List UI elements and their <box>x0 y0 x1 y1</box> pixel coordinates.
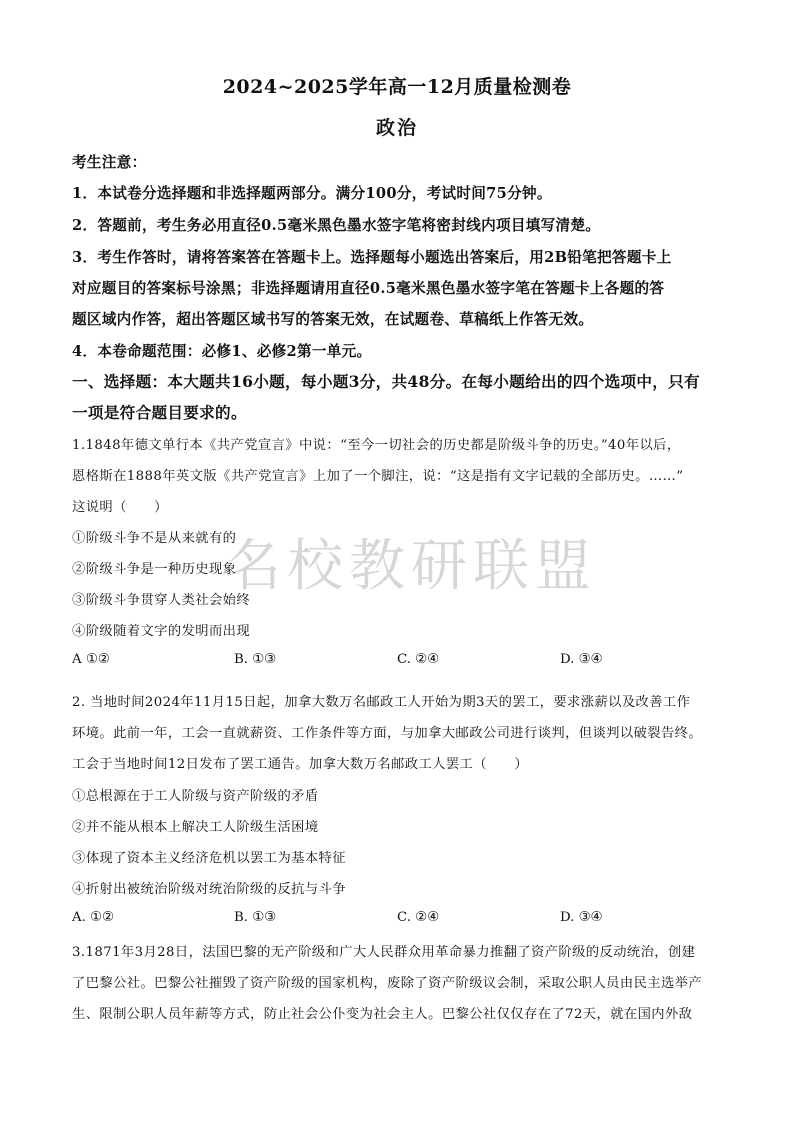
q1-option-c[interactable]: C. ②④ <box>397 652 439 667</box>
q1-stem-line3: 这说明（ ） <box>72 500 168 515</box>
q1-stem: 1.1848年德文单行本《共产党宣言》中说：“至今一切社会的历史都是阶级斗争的历史。”40年以后， <box>72 438 681 453</box>
q1-statement-1: ①阶级斗争不是从来就有的 <box>72 531 237 546</box>
q1-statement-4: ④阶级随着文字的发明而出现 <box>72 624 251 639</box>
q2-statement-3: ③体现了资本主义经济危机以罢工为基本特征 <box>72 851 346 866</box>
notice-item-3-cont: 对应题目的答案标号涂黑；非选择题请用直径0.5毫米黑色墨水签字笔在答题卡上各题的答 <box>72 280 665 297</box>
notice-item-3: 3．考生作答时，请将答案答在答题卡上。选择题每小题选出答案后，用2B铅笔把答题卡上 <box>72 249 672 266</box>
q1-statement-2: ②阶级斗争是一种历史现象 <box>72 562 237 577</box>
q2-stem-line2: 环境。此前一年，工会一直就薪资、工作条件等方面，与加拿大邮政公司进行谈判，但谈判以破裂告终。 <box>72 726 703 741</box>
notice-item-1: 1．本试卷分选择题和非选择题两部分。满分100分，考试时间75分钟。 <box>72 185 552 202</box>
watermark: 名校教研联盟 <box>225 534 597 599</box>
section-heading-cont: 一项是符合题目要求的。 <box>72 403 247 422</box>
q1-option-a[interactable]: A ①② <box>72 652 110 667</box>
q3-stem: 3.1871年3月28日，法国巴黎的无产阶级和广大人民群众用革命暴力推翻了资产阶级的反动统治，创建 <box>72 945 696 960</box>
exam-title: 2024~2025学年高一12月质量检测卷 <box>222 76 572 98</box>
notice-heading: 考生注意： <box>72 154 147 171</box>
q2-statement-4: ④折射出被统治阶级对统治阶级的反抗与斗争 <box>72 882 346 897</box>
notice-item-4: 4．本卷命题范围：必修1、必修2第一单元。 <box>72 343 372 360</box>
q2-option-b[interactable]: B. ①③ <box>234 910 277 925</box>
exam-subject: 政治 <box>375 117 418 139</box>
q2-option-a[interactable]: A. ①② <box>72 910 114 925</box>
q2-statement-1: ①总根源在于工人阶级与资产阶级的矛盾 <box>72 789 319 804</box>
q2-option-d[interactable]: D. ③④ <box>560 910 603 925</box>
q2-stem-line3: 工会于当地时间12日发布了罢工通告。加拿大数万名邮政工人罢工（ ） <box>72 757 529 772</box>
q1-statement-3: ③阶级斗争贯穿人类社会始终 <box>72 593 251 608</box>
notice-item-3-cont2: 题区域内作答，超出答题区域书写的答案无效，在试题卷、草稿纸上作答无效。 <box>72 311 594 328</box>
q1-stem-line2: 恩格斯在1888年英文版《共产党宣言》上加了一个脚注，说：“这是指有文字记载的全部历史。……” <box>72 469 684 484</box>
q2-stem: 2. 当地时间2024年11月15日起，加拿大数万名邮政工人开始为期3天的罢工，要求涨薪以及改善工作 <box>72 695 691 710</box>
q1-option-d[interactable]: D. ③④ <box>560 652 603 667</box>
q3-stem-line2: 了巴黎公社。巴黎公社摧毁了资产阶级的国家机构，废除了资产阶级议会制，采取公职人员由民主选举产 <box>72 976 703 991</box>
q2-option-c[interactable]: C. ②④ <box>397 910 439 925</box>
section-heading: 一、选择题：本大题共16小题，每小题3分，共48分。在每小题给出的四个选项中，只有 <box>72 372 700 391</box>
q3-stem-line3: 生、限制公职人员年薪等方式，防止社会公仆变为社会主人。巴黎公社仅仅存在了72天，就在国内外敌 <box>72 1007 693 1022</box>
q2-statement-2: ②并不能从根本上解决工人阶级生活困境 <box>72 820 319 835</box>
q1-option-b[interactable]: B. ①③ <box>234 652 277 667</box>
notice-item-2: 2．答题前，考生务必用直径0.5毫米黑色墨水签字笔将密封线内项目填写清楚。 <box>72 217 601 234</box>
